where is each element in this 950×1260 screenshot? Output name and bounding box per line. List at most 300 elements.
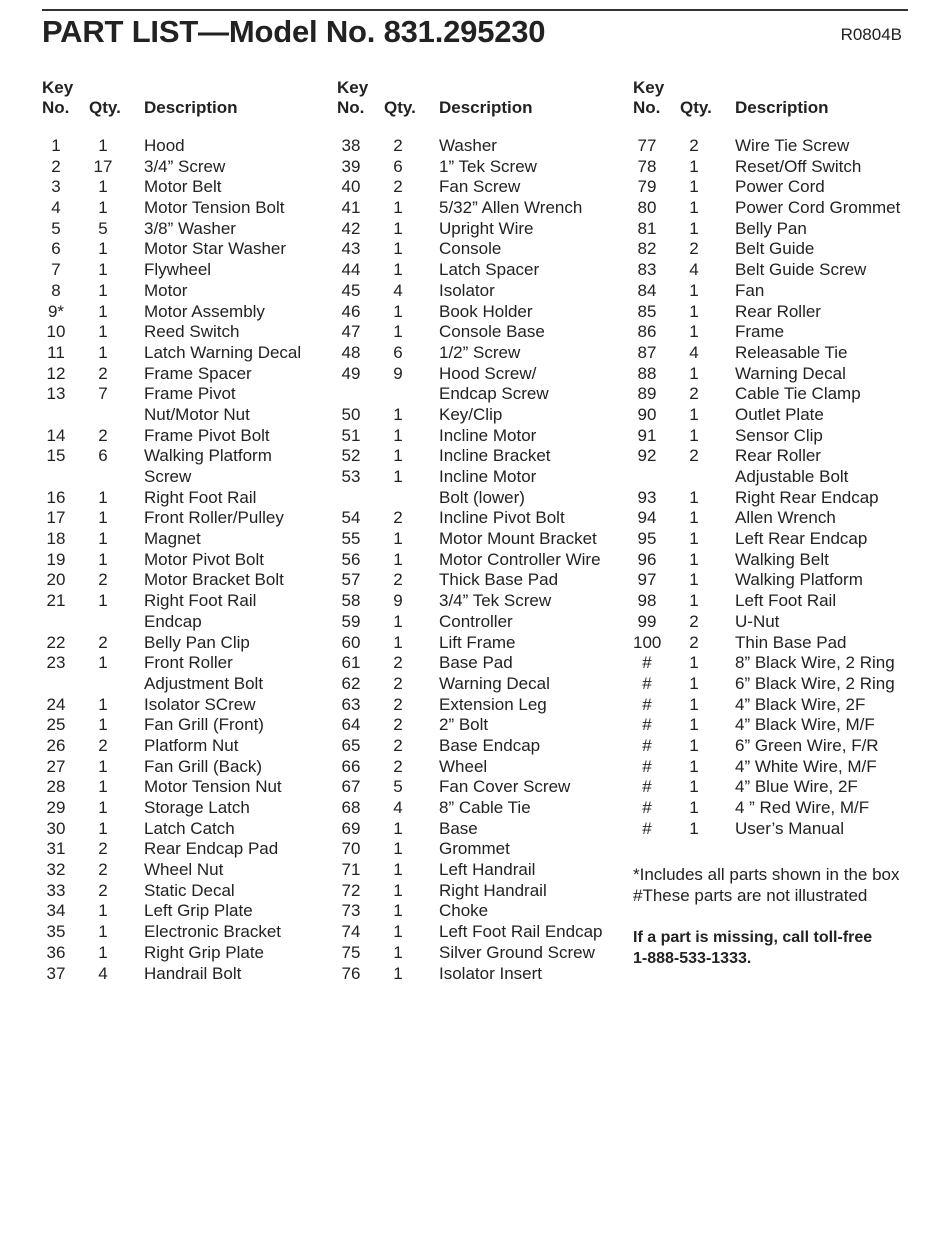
key-number: 8 [51, 280, 61, 300]
part-description: Choke [439, 901, 489, 921]
no-header: No. [633, 98, 661, 117]
part-description: 6” Black Wire, 2 Ring [735, 673, 895, 693]
key-number: 46 [341, 301, 361, 321]
part-description: User’s Manual [735, 818, 844, 838]
quantity: 2 [689, 446, 699, 466]
part-description: Right Handrail [439, 880, 547, 900]
part-description: Power Cord [735, 177, 825, 197]
key-number: 62 [341, 673, 361, 693]
key-number: 34 [46, 901, 66, 921]
key-number: 45 [341, 280, 361, 300]
part-description: Isolator Insert [439, 963, 542, 983]
quantity: 2 [393, 653, 403, 673]
quantity: 1 [689, 735, 699, 755]
part-description: Isolator SCrew [144, 694, 256, 714]
key-number: 97 [637, 570, 657, 590]
part-description: 3/4” Tek Screw [439, 591, 552, 611]
key-number: 42 [341, 218, 361, 238]
part-description: Motor Tension Nut [144, 777, 282, 797]
key-number: # [642, 756, 652, 776]
key-number: 4 [51, 198, 61, 218]
quantity: 1 [393, 901, 403, 921]
key-number: 80 [637, 198, 657, 218]
part-description: Electronic Bracket [144, 922, 281, 942]
part-description: Console Base [439, 322, 545, 342]
quantity: 1 [393, 963, 403, 983]
key-number: 81 [637, 218, 657, 238]
part-description: Fan Grill (Back) [144, 756, 263, 776]
document-code: R0804B [840, 25, 902, 44]
quantity: 2 [393, 735, 403, 755]
key-number: 50 [341, 404, 361, 424]
part-description: Hood Screw/ [439, 363, 537, 383]
part-description: Fan Cover Screw [439, 777, 571, 797]
quantity: 6 [393, 342, 403, 362]
key-number: 18 [46, 529, 66, 549]
quantity: 2 [689, 239, 699, 259]
quantity: 6 [98, 446, 108, 466]
quantity: 2 [393, 715, 403, 735]
key-number: 37 [46, 963, 66, 983]
no-header: No. [337, 98, 365, 117]
key-number: 19 [46, 549, 66, 569]
part-description: Frame Pivot Bolt [144, 425, 270, 445]
part-description: Right Grip Plate [144, 942, 264, 962]
part-description: Screw [144, 467, 192, 486]
key-number: 66 [341, 756, 361, 776]
part-description: Walking Platform [735, 570, 863, 590]
part-description: Left Rear Endcap [735, 529, 868, 549]
part-description: Handrail Bolt [144, 963, 242, 983]
part-description: Fan Grill (Front) [144, 715, 264, 735]
part-description: Static Decal [144, 880, 235, 900]
quantity: 2 [393, 508, 403, 528]
quantity: 1 [689, 198, 699, 218]
part-description: Front Roller/Pulley [144, 508, 284, 528]
part-description: Thick Base Pad [439, 570, 559, 590]
part-description: Motor Bracket Bolt [144, 570, 284, 590]
key-number: 84 [637, 280, 657, 300]
part-description: 6” Green Wire, F/R [735, 735, 879, 755]
part-description: Belly Pan Clip [144, 632, 250, 652]
part-description: 2” Bolt [439, 715, 489, 735]
quantity: 2 [393, 136, 403, 155]
part-description: Left Grip Plate [144, 901, 253, 921]
key-number: 75 [341, 942, 361, 962]
key-number: 73 [341, 901, 361, 921]
quantity: 1 [393, 818, 403, 838]
part-description: Rear Roller [735, 446, 821, 466]
quantity: 1 [98, 818, 108, 838]
callout-text: If a part is missing, call toll-free [633, 929, 873, 946]
quantity: 2 [393, 177, 403, 197]
key-number: 13 [46, 384, 66, 404]
key-number: 77 [637, 136, 657, 155]
quantity: 1 [393, 632, 403, 652]
part-description: Right Foot Rail [144, 487, 257, 507]
quantity: 1 [689, 363, 699, 383]
quantity: 1 [98, 591, 108, 611]
part-description: Motor Assembly [144, 301, 265, 321]
quantity: 1 [98, 715, 108, 735]
quantity: 4 [689, 342, 699, 362]
key-number: 72 [341, 880, 361, 900]
key-number: 36 [46, 942, 66, 962]
quantity: 1 [98, 136, 108, 155]
key-number: # [642, 818, 652, 838]
part-description: 4 ” Red Wire, M/F [735, 798, 870, 817]
quantity: 2 [393, 694, 403, 714]
quantity: 2 [98, 839, 108, 859]
key-number: # [642, 715, 652, 735]
part-description: Belt Guide Screw [735, 260, 867, 280]
key-number: 78 [637, 156, 657, 176]
quantity: 1 [689, 798, 699, 817]
part-description: Right Rear Endcap [735, 487, 879, 507]
quantity: 1 [393, 549, 403, 569]
part-description: Grommet [439, 839, 510, 859]
quantity: 1 [393, 322, 403, 342]
quantity: 1 [393, 239, 403, 259]
quantity: 1 [393, 839, 403, 859]
quantity: 2 [689, 632, 699, 652]
key-number: 6 [51, 239, 61, 259]
key-number: 20 [46, 570, 66, 590]
key-number: 3 [51, 177, 61, 197]
quantity: 1 [98, 301, 108, 321]
key-number: 88 [637, 363, 657, 383]
quantity: 1 [98, 487, 108, 507]
part-description: Endcap Screw [439, 384, 549, 404]
part-description: 8” Cable Tie [439, 798, 531, 817]
part-description: Power Cord Grommet [735, 198, 901, 218]
key-number: 25 [46, 715, 66, 735]
key-number: 15 [46, 446, 66, 466]
key-number: 7 [51, 260, 61, 280]
part-description: Platform Nut [144, 735, 239, 755]
part-description: Left Handrail [439, 860, 536, 880]
quantity: 1 [689, 673, 699, 693]
key-number: 76 [341, 963, 361, 983]
key-number: 86 [637, 322, 657, 342]
key-number: 83 [637, 260, 657, 280]
key-number: 32 [46, 860, 66, 880]
quantity: 1 [393, 218, 403, 238]
part-description: Book Holder [439, 301, 533, 321]
quantity: 1 [689, 570, 699, 590]
quantity: 7 [98, 384, 108, 404]
key-number: 61 [341, 653, 361, 673]
part-description: 1/2” Screw [439, 342, 521, 362]
key-number: 28 [46, 777, 66, 797]
quantity: 2 [98, 363, 108, 383]
quantity: 1 [98, 694, 108, 714]
part-description: Walking Belt [735, 549, 829, 569]
part-description: Allen Wrench [735, 508, 836, 528]
key-header: Key [633, 78, 665, 97]
quantity: 9 [393, 591, 403, 611]
key-number: 90 [637, 404, 657, 424]
part-description: Incline Bracket [439, 446, 551, 466]
quantity: 1 [689, 404, 699, 424]
quantity: 1 [98, 260, 108, 280]
part-description: Reed Switch [144, 322, 240, 342]
part-description: Motor Star Washer [144, 239, 287, 259]
quantity: 1 [393, 529, 403, 549]
key-number: 65 [341, 735, 361, 755]
quantity: 2 [393, 570, 403, 590]
part-description: Rear Roller [735, 301, 821, 321]
part-description: Left Foot Rail [735, 591, 837, 611]
description-header: Description [144, 98, 238, 117]
quantity: 1 [98, 342, 108, 362]
phone-number: 1-888-533-1333. [633, 950, 752, 967]
part-description: Fan [735, 280, 765, 300]
quantity: 17 [93, 156, 113, 176]
key-number: 43 [341, 239, 361, 259]
quantity: 1 [98, 756, 108, 776]
part-description: Incline Motor [439, 467, 537, 486]
key-number: 1 [51, 136, 61, 155]
part-description: Frame Pivot [144, 384, 236, 404]
quantity: 4 [98, 963, 108, 983]
key-number: 21 [46, 591, 66, 611]
key-number: 64 [341, 715, 361, 735]
key-number: 16 [46, 487, 66, 507]
quantity: 1 [393, 611, 403, 631]
asterisk-note: *Includes all parts shown in the box [633, 865, 900, 884]
key-number: 71 [341, 860, 361, 880]
part-description: Wheel [439, 756, 488, 776]
part-description: Warning Decal [439, 673, 550, 693]
key-number: 23 [46, 653, 66, 673]
quantity: 1 [98, 653, 108, 673]
part-description: Isolator [439, 280, 495, 300]
key-number: 95 [637, 529, 657, 549]
key-number: 58 [341, 591, 361, 611]
description-header: Description [735, 98, 829, 117]
quantity: 1 [98, 777, 108, 797]
quantity: 1 [98, 322, 108, 342]
key-number: 27 [46, 756, 66, 776]
quantity: 1 [689, 653, 699, 673]
quantity: 1 [689, 280, 699, 300]
quantity: 1 [689, 591, 699, 611]
key-number: 94 [637, 508, 657, 528]
qty-header: Qty. [680, 98, 712, 117]
quantity: 1 [689, 508, 699, 528]
key-number: 24 [46, 694, 66, 714]
part-description: 4” Blue Wire, 2F [735, 777, 858, 797]
key-number: 17 [46, 508, 66, 528]
key-number: 85 [637, 301, 657, 321]
part-description: Silver Ground Screw [439, 942, 595, 962]
part-description: Motor Tension Bolt [144, 198, 285, 218]
part-description: Motor Mount Bracket [439, 529, 597, 549]
key-number: 11 [47, 342, 65, 362]
key-number: 99 [637, 611, 657, 631]
quantity: 1 [689, 529, 699, 549]
quantity: 1 [393, 467, 403, 486]
key-number: 12 [46, 363, 66, 383]
key-number: 35 [46, 922, 66, 942]
missing-part-callout [633, 927, 872, 969]
part-description: Left Foot Rail Endcap [439, 922, 603, 942]
part-description: Latch Catch [144, 818, 235, 838]
quantity: 6 [393, 156, 403, 176]
part-description: Wheel Nut [144, 860, 224, 880]
part-description: 4” White Wire, M/F [735, 756, 877, 776]
key-number: 98 [637, 591, 657, 611]
key-number: 38 [341, 136, 361, 155]
quantity: 1 [689, 301, 699, 321]
quantity: 1 [98, 798, 108, 817]
quantity: 1 [689, 549, 699, 569]
key-number: 29 [46, 798, 66, 817]
quantity: 1 [393, 198, 403, 218]
key-number: 68 [341, 798, 361, 817]
key-number: 69 [341, 818, 361, 838]
quantity: 2 [689, 611, 699, 631]
quantity: 1 [98, 942, 108, 962]
quantity: 5 [393, 777, 403, 797]
key-number: 53 [341, 467, 361, 486]
key-number: 2 [51, 156, 61, 176]
key-number: 44 [341, 260, 361, 280]
quantity: 2 [98, 735, 108, 755]
part-description: Base [439, 818, 478, 838]
key-number: 63 [341, 694, 361, 714]
part-description: Console [439, 239, 502, 259]
quantity: 1 [98, 508, 108, 528]
quantity: 2 [98, 425, 108, 445]
part-description: Latch Warning Decal [144, 342, 302, 362]
key-number: 59 [341, 611, 361, 631]
key-number: 48 [341, 342, 361, 362]
quantity: 1 [689, 694, 699, 714]
key-number: 89 [637, 384, 657, 404]
part-description: 1” Tek Screw [439, 156, 537, 176]
quantity: 1 [689, 177, 699, 197]
key-number: 96 [637, 549, 657, 569]
key-number: 40 [341, 177, 361, 197]
quantity: 1 [98, 280, 108, 300]
quantity: 1 [98, 922, 108, 942]
key-number: 30 [46, 818, 66, 838]
footnotes [633, 864, 900, 906]
part-description: Base Endcap [439, 735, 541, 755]
key-number: 39 [341, 156, 361, 176]
part-description: Sensor Clip [735, 425, 823, 445]
key-number: 100 [633, 632, 662, 652]
key-number: 54 [341, 508, 361, 528]
part-description: U-Nut [735, 611, 780, 631]
part-description: Motor [144, 280, 188, 300]
quantity: 1 [689, 322, 699, 342]
key-number: 56 [341, 549, 361, 569]
part-description: Extension Leg [439, 694, 547, 714]
part-description: Releasable Tie [735, 342, 848, 362]
quantity: 1 [393, 301, 403, 321]
quantity: 1 [393, 860, 403, 880]
part-description: 5/32” Allen Wrench [439, 198, 583, 218]
key-number: 93 [637, 487, 657, 507]
key-number: 82 [637, 239, 657, 259]
quantity: 1 [689, 777, 699, 797]
part-description: 4” Black Wire, 2F [735, 694, 866, 714]
page-title: PART LIST—Model No. 831.295230 [42, 14, 546, 49]
quantity: 2 [98, 880, 108, 900]
part-description: 4” Black Wire, M/F [735, 715, 875, 735]
part-description: Lift Frame [439, 632, 516, 652]
key-number: 74 [341, 922, 361, 942]
part-description: Controller [439, 611, 513, 631]
key-number: 52 [341, 446, 361, 466]
key-number: 67 [341, 777, 361, 797]
key-number: 60 [341, 632, 361, 652]
key-number: 33 [46, 880, 66, 900]
key-number: # [642, 735, 652, 755]
quantity: 1 [689, 715, 699, 735]
key-number: 10 [46, 322, 66, 342]
no-header: No. [42, 98, 70, 117]
quantity: 4 [393, 280, 403, 300]
quantity: 2 [689, 136, 699, 155]
part-description: Belly Pan [735, 218, 807, 238]
key-header: Key [42, 78, 74, 97]
key-number: 51 [341, 425, 361, 445]
part-description: Motor Controller Wire [439, 549, 601, 569]
quantity: 1 [393, 880, 403, 900]
quantity: 1 [689, 756, 699, 776]
top-rule [42, 9, 908, 11]
part-description: Adjustment Bolt [144, 673, 264, 693]
part-description: Outlet Plate [735, 404, 824, 424]
key-number: # [642, 798, 652, 817]
key-number: 55 [341, 529, 361, 549]
key-number: 79 [637, 177, 657, 197]
part-description: Walking Platform [144, 446, 272, 466]
part-description: Motor Belt [144, 177, 222, 197]
part-description: Reset/Off Switch [735, 156, 862, 176]
part-description: 3/8” Washer [144, 218, 236, 238]
quantity: 1 [393, 942, 403, 962]
quantity: 1 [393, 446, 403, 466]
key-number: 92 [637, 446, 657, 466]
quantity: 1 [98, 177, 108, 197]
part-description: Motor Pivot Bolt [144, 549, 264, 569]
part-description: Latch Spacer [439, 260, 540, 280]
part-description: Cable Tie Clamp [735, 384, 861, 404]
key-number: # [642, 653, 652, 673]
part-description: 8” Black Wire, 2 Ring [735, 653, 895, 673]
key-number: 49 [341, 363, 361, 383]
part-description: Key/Clip [439, 404, 503, 424]
part-description: Belt Guide [735, 239, 815, 259]
part-description: Adjustable Bolt [735, 467, 849, 486]
part-description: Magnet [144, 529, 201, 549]
part-description: Storage Latch [144, 798, 250, 817]
quantity: 1 [393, 922, 403, 942]
key-number: 22 [46, 632, 66, 652]
key-number: # [642, 673, 652, 693]
quantity: 2 [98, 570, 108, 590]
quantity: 1 [393, 425, 403, 445]
key-number: 41 [341, 198, 361, 218]
key-number: # [642, 777, 652, 797]
part-description: Incline Motor [439, 425, 537, 445]
key-number: 70 [341, 839, 361, 859]
